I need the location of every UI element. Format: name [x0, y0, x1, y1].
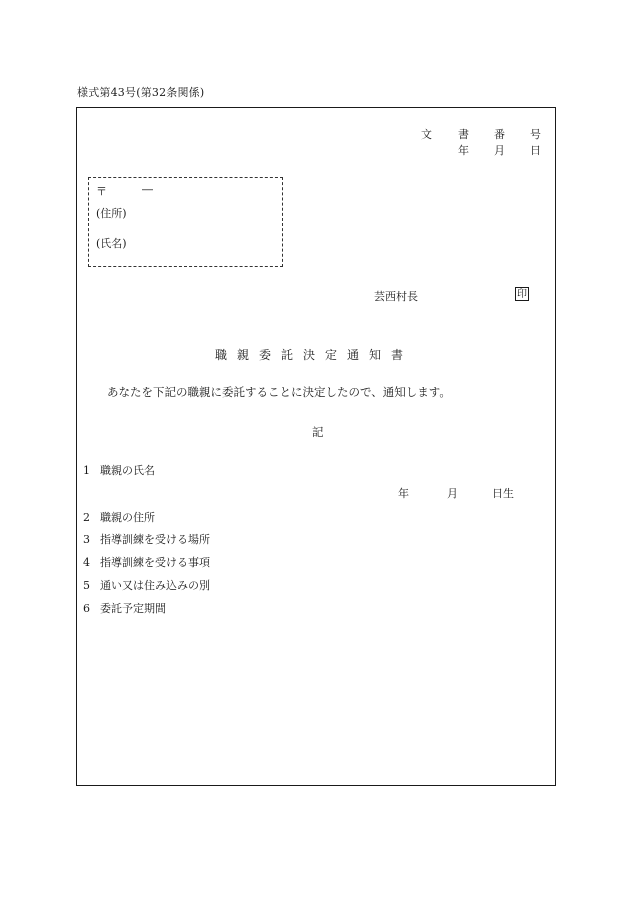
item-number: 2 [83, 511, 90, 524]
item-label: 指導訓練を受ける事項 [100, 556, 210, 569]
date-day-label: 日 [530, 144, 541, 157]
form-number-label: 様式第43号(第32条関係) [77, 86, 205, 99]
birth-month-label: 月 [447, 487, 458, 500]
list-item [83, 577, 210, 593]
item-label: 指導訓練を受ける場所 [100, 533, 210, 546]
item-label: 職親の氏名 [100, 464, 155, 477]
list-item [83, 554, 210, 570]
doc-no-char: 番 [494, 128, 505, 141]
list-item [83, 531, 210, 547]
postal-mark: 〒 [96, 185, 107, 198]
item-number: 6 [83, 602, 90, 615]
seal-mark: 印 [517, 289, 527, 300]
birth-day-label: 日生 [492, 487, 514, 500]
birth-year-label: 年 [398, 487, 409, 500]
item-label: 通い又は住み込みの別 [100, 579, 210, 592]
name-label: (氏名) [96, 237, 127, 250]
issuer-title: 芸西村長 [374, 290, 418, 303]
list-item [83, 509, 155, 525]
postal-dash: ― [142, 183, 153, 196]
notice-body: あなたを下記の職親に委託することに決定したので、通知します。 [107, 385, 451, 399]
address-label: (住所) [96, 207, 127, 220]
doc-no-char: 文 [421, 128, 432, 141]
item-label: 委託予定期間 [100, 602, 166, 615]
date-month-label: 月 [494, 144, 505, 157]
doc-no-char: 号 [530, 128, 541, 141]
list-item [83, 600, 166, 616]
item-label: 職親の住所 [100, 511, 155, 524]
item-number: 5 [83, 579, 90, 592]
document-title: 職親委託決定通知書 [215, 348, 414, 362]
item-number: 1 [83, 464, 90, 477]
recipient-address-box [88, 177, 283, 267]
item-number: 4 [83, 556, 90, 569]
doc-no-char: 書 [458, 128, 469, 141]
ki-heading: 記 [312, 425, 324, 439]
item-number: 3 [83, 533, 90, 546]
list-item [83, 462, 155, 478]
date-year-label: 年 [458, 144, 469, 157]
